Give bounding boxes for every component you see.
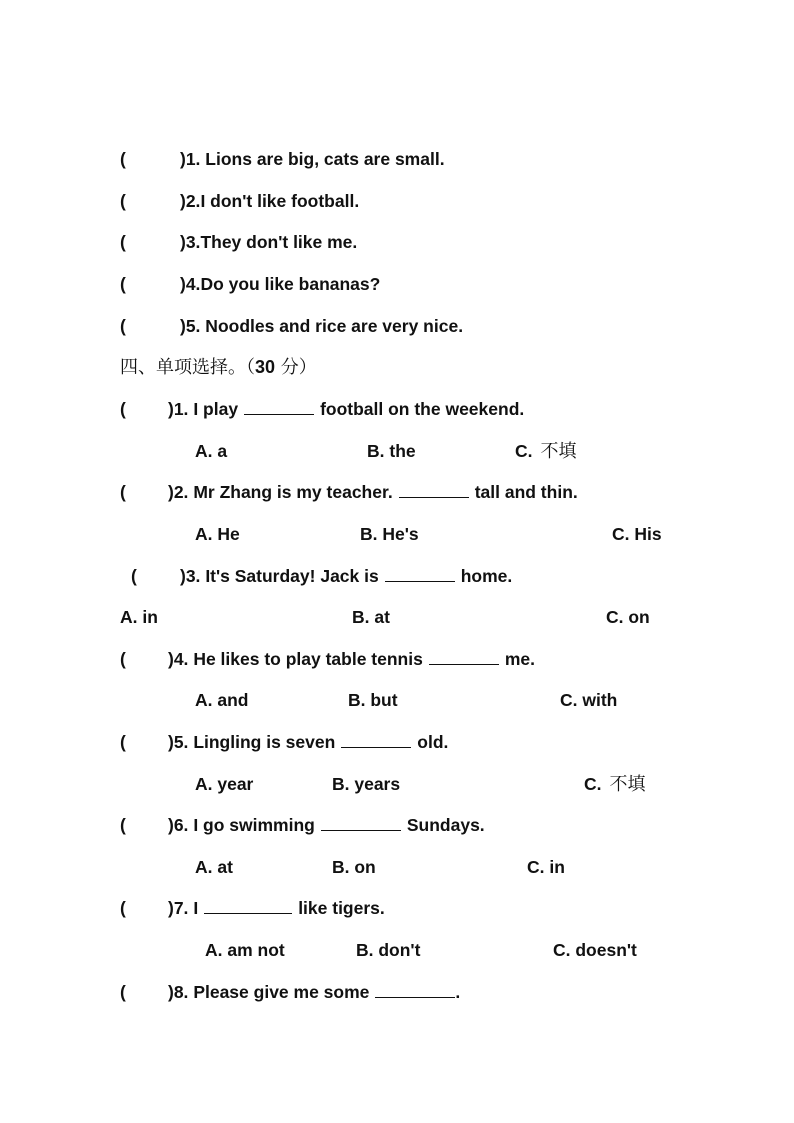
item-number: )5. xyxy=(180,316,201,336)
question-stem xyxy=(168,814,485,836)
answer-paren: ( xyxy=(120,982,126,1002)
answer-blank[interactable] xyxy=(321,829,401,831)
list-item xyxy=(180,148,445,170)
list-item xyxy=(180,315,463,337)
question-text-after: football on the weekend. xyxy=(320,399,525,419)
option-b: B. the xyxy=(367,441,416,461)
heading-score: 30 xyxy=(255,357,276,377)
section-heading xyxy=(120,356,317,379)
answer-paren: ( xyxy=(120,482,126,502)
question-stem xyxy=(168,731,448,753)
answer-blank[interactable] xyxy=(244,413,314,415)
list-item xyxy=(180,231,357,253)
answer-paren: ( xyxy=(120,898,126,918)
question-text-before: Please give me some xyxy=(193,982,370,1002)
option-c: C. with xyxy=(560,690,618,710)
question-stem xyxy=(168,648,535,670)
answer-paren: ( xyxy=(120,149,126,169)
question-text-after: Sundays. xyxy=(406,815,485,835)
item-text: Do you like bananas? xyxy=(200,274,381,294)
answer-blank[interactable] xyxy=(341,746,411,748)
question-text-after: tall and thin. xyxy=(474,482,578,502)
question-text-after: home. xyxy=(460,566,513,586)
question-number: )5. xyxy=(168,732,189,752)
option-c: C. doesn't xyxy=(553,940,637,960)
item-text: They don't like me. xyxy=(200,232,358,252)
option-c: C. on xyxy=(606,607,650,627)
answer-paren: ( xyxy=(120,815,126,835)
answer-blank[interactable] xyxy=(429,663,499,665)
option-b: B. at xyxy=(352,607,390,627)
question-number: )8. xyxy=(168,982,189,1002)
option-c xyxy=(515,440,577,463)
item-text: Noodles and rice are very nice. xyxy=(200,316,464,336)
answer-blank[interactable] xyxy=(204,912,292,914)
option-a: A. a xyxy=(195,441,228,461)
option-b: B. years xyxy=(332,774,401,794)
heading-prefix: 四、单项选择。（ xyxy=(120,357,255,378)
question-text-before: He likes to play table tennis xyxy=(193,649,423,669)
item-text: Lions are big, cats are small. xyxy=(200,149,445,169)
answer-paren: ( xyxy=(120,399,126,419)
question-text-before: I play xyxy=(193,399,239,419)
option-c: C. His xyxy=(612,524,662,544)
heading-suffix: 分） xyxy=(275,357,317,378)
question-number: )2. xyxy=(168,482,189,502)
answer-paren: ( xyxy=(120,316,126,336)
question-text-after: like tigers. xyxy=(298,898,385,918)
question-text-before: It's Saturday! Jack is xyxy=(205,566,379,586)
option-b: B. don't xyxy=(356,940,421,960)
question-text-before: I xyxy=(193,898,199,918)
question-number: )1. xyxy=(168,399,189,419)
question-stem xyxy=(168,981,460,1003)
item-text: I don't like football. xyxy=(200,191,360,211)
option-b: B. on xyxy=(332,857,376,877)
option-b: B. but xyxy=(348,690,398,710)
question-number: )4. xyxy=(168,649,189,669)
question-number: )3. xyxy=(180,566,201,586)
option-c-text: 不填 xyxy=(540,441,577,462)
option-a: A. He xyxy=(195,524,240,544)
item-number: )1. xyxy=(180,149,201,169)
option-a: A. and xyxy=(195,690,249,710)
question-text-after: . xyxy=(455,982,461,1002)
item-number: )4. xyxy=(180,274,201,294)
option-a: A. in xyxy=(120,607,158,627)
list-item xyxy=(180,273,380,295)
question-stem xyxy=(168,481,578,503)
answer-paren: ( xyxy=(120,732,126,752)
answer-blank[interactable] xyxy=(375,996,455,998)
option-c-label: C. xyxy=(515,441,533,461)
question-text-before: Lingling is seven xyxy=(193,732,336,752)
item-number: )3. xyxy=(180,232,201,252)
answer-blank[interactable] xyxy=(399,496,469,498)
option-b: B. He's xyxy=(360,524,419,544)
question-text-after: old. xyxy=(417,732,449,752)
question-stem xyxy=(180,565,512,587)
question-stem xyxy=(168,398,524,420)
option-a: A. at xyxy=(195,857,233,877)
question-number: )6. xyxy=(168,815,189,835)
list-item xyxy=(180,190,359,212)
question-text-before: Mr Zhang is my teacher. xyxy=(193,482,393,502)
question-number: )7. xyxy=(168,898,189,918)
answer-paren: ( xyxy=(120,649,126,669)
option-c-text: 不填 xyxy=(609,774,646,795)
item-number: )2. xyxy=(180,191,201,211)
option-c: C. in xyxy=(527,857,565,877)
answer-blank[interactable] xyxy=(385,580,455,582)
question-text-after: me. xyxy=(504,649,535,669)
option-a: A. am not xyxy=(205,940,285,960)
option-a: A. year xyxy=(195,774,254,794)
question-stem xyxy=(168,897,385,919)
answer-paren: ( xyxy=(120,232,126,252)
answer-paren: ( xyxy=(131,566,137,586)
option-c-label: C. xyxy=(584,774,602,794)
answer-paren: ( xyxy=(120,274,126,294)
question-text-before: I go swimming xyxy=(193,815,315,835)
answer-paren: ( xyxy=(120,191,126,211)
option-c xyxy=(584,773,646,796)
